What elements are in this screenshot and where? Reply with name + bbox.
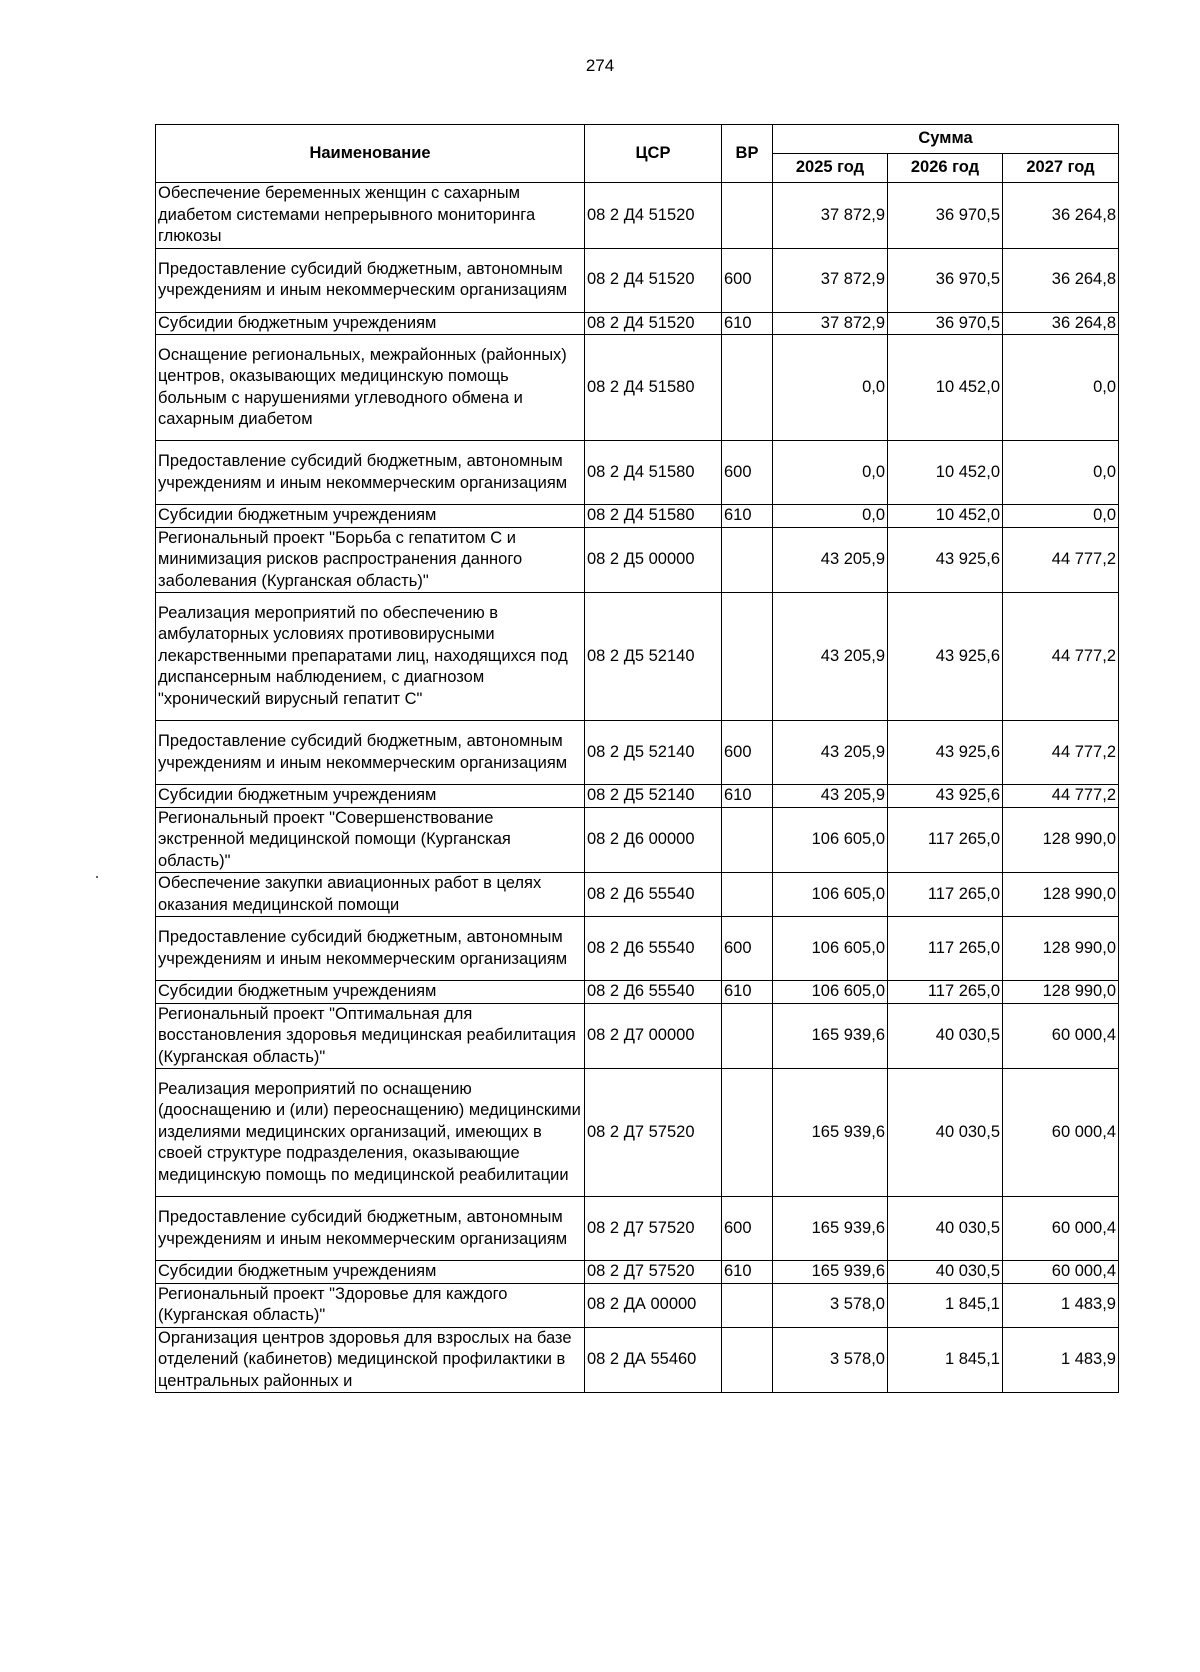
cell-amount-2025: 37 872,9 [773,248,888,312]
cell-amount-2027: 36 264,8 [1003,312,1119,335]
cell-vr: 610 [722,981,773,1004]
cell-vr [722,527,773,593]
table-row [156,593,1119,721]
cell-amount-2027: 60 000,4 [1003,1003,1119,1069]
cell-amount-2025: 0,0 [773,505,888,528]
table-row [156,312,1119,335]
table-row [156,527,1119,593]
cell-vr: 600 [722,917,773,981]
cell-name: Реализация мероприятий по оснащению (дооснащению и (или) переоснащению) медицинскими изделиями медицинских организаций, имеющих в своей структуре подразделения, оказывающие медицинскую помощь по медицинской реабилитации [156,1069,585,1197]
cell-amount-2026: 10 452,0 [888,505,1003,528]
table-row [156,335,1119,441]
cell-amount-2026: 43 925,6 [888,593,1003,721]
cell-amount-2025: 43 205,9 [773,785,888,808]
cell-csr: 08 2 Д6 55540 [585,873,722,917]
cell-amount-2026: 43 925,6 [888,721,1003,785]
cell-amount-2027: 44 777,2 [1003,785,1119,808]
cell-vr: 600 [722,1197,773,1261]
cell-amount-2026: 40 030,5 [888,1197,1003,1261]
cell-name: Реализация мероприятий по обеспечению в амбулаторных условиях противовирусными лекарственными препаратами лиц, находящихся под диспансерным наблюдением, с диагнозом "хронический вирусный гепатит С" [156,593,585,721]
cell-amount-2027: 0,0 [1003,505,1119,528]
table-row [156,1261,1119,1284]
cell-csr: 08 2 Д5 52140 [585,593,722,721]
cell-name: Субсидии бюджетным учреждениям [156,981,585,1004]
cell-vr: 600 [722,721,773,785]
cell-csr: 08 2 Д7 00000 [585,1003,722,1069]
cell-amount-2026: 117 265,0 [888,807,1003,873]
cell-vr: 600 [722,248,773,312]
cell-vr: 610 [722,1261,773,1284]
cell-name: Обеспечение закупки авиационных работ в целях оказания медицинской помощи [156,873,585,917]
table-row [156,785,1119,808]
cell-vr [722,1003,773,1069]
cell-name: Региональный проект "Оптимальная для восстановления здоровья медицинская реабилитация (Курганская область)" [156,1003,585,1069]
table-row [156,1197,1119,1261]
cell-amount-2025: 106 605,0 [773,981,888,1004]
cell-amount-2025: 165 939,6 [773,1069,888,1197]
cell-csr: 08 2 Д6 55540 [585,917,722,981]
cell-name: Субсидии бюджетным учреждениям [156,312,585,335]
cell-amount-2025: 0,0 [773,335,888,441]
cell-csr: 08 2 ДА 55460 [585,1327,722,1393]
cell-amount-2026: 1 845,1 [888,1327,1003,1393]
header-year-2026: 2026 год [888,154,1003,183]
cell-amount-2025: 165 939,6 [773,1261,888,1284]
cell-amount-2027: 44 777,2 [1003,593,1119,721]
table-header [156,125,1119,183]
cell-amount-2027: 128 990,0 [1003,917,1119,981]
cell-amount-2025: 37 872,9 [773,312,888,335]
table-row [156,1003,1119,1069]
cell-amount-2025: 165 939,6 [773,1197,888,1261]
cell-name: Предоставление субсидий бюджетным, автономным учреждениям и иным некоммерческим организациям [156,721,585,785]
cell-amount-2026: 36 970,5 [888,248,1003,312]
header-name: Наименование [156,125,585,183]
cell-amount-2027: 44 777,2 [1003,721,1119,785]
cell-vr [722,1283,773,1327]
table-row [156,721,1119,785]
cell-amount-2025: 106 605,0 [773,873,888,917]
cell-amount-2025: 0,0 [773,441,888,505]
cell-amount-2026: 40 030,5 [888,1261,1003,1284]
cell-name: Предоставление субсидий бюджетным, автономным учреждениям и иным некоммерческим организациям [156,248,585,312]
cell-vr [722,183,773,249]
table-row [156,1327,1119,1393]
budget-table [155,124,1119,1393]
cell-amount-2027: 1 483,9 [1003,1283,1119,1327]
header-sum: Сумма [773,125,1119,154]
cell-name: Предоставление субсидий бюджетным, автономным учреждениям и иным некоммерческим организациям [156,441,585,505]
cell-amount-2027: 128 990,0 [1003,873,1119,917]
cell-csr: 08 2 Д4 51520 [585,248,722,312]
cell-csr: 08 2 Д5 52140 [585,785,722,808]
cell-name: Региональный проект "Здоровье для каждого (Курганская область)" [156,1283,585,1327]
header-vr: ВР [722,125,773,183]
table-row [156,917,1119,981]
cell-amount-2025: 43 205,9 [773,593,888,721]
table-row [156,1069,1119,1197]
cell-amount-2026: 36 970,5 [888,312,1003,335]
cell-amount-2027: 36 264,8 [1003,183,1119,249]
cell-amount-2026: 43 925,6 [888,785,1003,808]
cell-amount-2027: 60 000,4 [1003,1197,1119,1261]
cell-csr: 08 2 Д6 55540 [585,981,722,1004]
cell-amount-2026: 1 845,1 [888,1283,1003,1327]
table-row [156,505,1119,528]
cell-amount-2026: 10 452,0 [888,441,1003,505]
cell-name: Субсидии бюджетным учреждениям [156,505,585,528]
cell-csr: 08 2 Д4 51580 [585,441,722,505]
cell-vr: 600 [722,441,773,505]
table-body [156,183,1119,1393]
table-row [156,441,1119,505]
cell-amount-2027: 1 483,9 [1003,1327,1119,1393]
cell-amount-2027: 128 990,0 [1003,807,1119,873]
cell-csr: 08 2 Д6 00000 [585,807,722,873]
cell-csr: 08 2 Д4 51520 [585,183,722,249]
cell-amount-2026: 117 265,0 [888,873,1003,917]
cell-amount-2026: 40 030,5 [888,1003,1003,1069]
cell-csr: 08 2 ДА 00000 [585,1283,722,1327]
header-year-2027: 2027 год [1003,154,1119,183]
cell-csr: 08 2 Д4 51580 [585,335,722,441]
cell-csr: 08 2 Д4 51520 [585,312,722,335]
cell-amount-2025: 165 939,6 [773,1003,888,1069]
table-row [156,248,1119,312]
scan-speck [96,876,98,878]
cell-name: Предоставление субсидий бюджетным, автономным учреждениям и иным некоммерческим организациям [156,917,585,981]
table-row [156,183,1119,249]
cell-amount-2027: 0,0 [1003,335,1119,441]
cell-csr: 08 2 Д4 51580 [585,505,722,528]
header-csr: ЦСР [585,125,722,183]
cell-vr: 610 [722,505,773,528]
cell-amount-2027: 60 000,4 [1003,1261,1119,1284]
cell-name: Обеспечение беременных женщин с сахарным диабетом системами непрерывного мониторинга глюкозы [156,183,585,249]
cell-vr [722,335,773,441]
cell-amount-2027: 44 777,2 [1003,527,1119,593]
cell-csr: 08 2 Д7 57520 [585,1197,722,1261]
cell-vr [722,807,773,873]
cell-amount-2026: 117 265,0 [888,981,1003,1004]
cell-csr: 08 2 Д5 52140 [585,721,722,785]
cell-name: Предоставление субсидий бюджетным, автономным учреждениям и иным некоммерческим организациям [156,1197,585,1261]
cell-name: Субсидии бюджетным учреждениям [156,1261,585,1284]
cell-amount-2026: 117 265,0 [888,917,1003,981]
cell-amount-2025: 43 205,9 [773,527,888,593]
table-row [156,981,1119,1004]
cell-amount-2025: 106 605,0 [773,917,888,981]
cell-amount-2025: 3 578,0 [773,1283,888,1327]
cell-vr [722,593,773,721]
table-row [156,1283,1119,1327]
cell-amount-2026: 10 452,0 [888,335,1003,441]
cell-amount-2027: 0,0 [1003,441,1119,505]
cell-amount-2026: 43 925,6 [888,527,1003,593]
cell-vr: 610 [722,785,773,808]
cell-amount-2025: 106 605,0 [773,807,888,873]
cell-name: Региональный проект "Борьба с гепатитом С и минимизация рисков распространения данного заболевания (Курганская область)" [156,527,585,593]
cell-amount-2025: 37 872,9 [773,183,888,249]
table-row [156,807,1119,873]
table-row [156,873,1119,917]
cell-amount-2025: 3 578,0 [773,1327,888,1393]
cell-csr: 08 2 Д7 57520 [585,1069,722,1197]
header-year-2025: 2025 год [773,154,888,183]
cell-amount-2026: 36 970,5 [888,183,1003,249]
page-number: 274 [585,56,615,75]
cell-name: Оснащение региональных, межрайонных (районных) центров, оказывающих медицинскую помощь больным с нарушениями углеводного обмена и сахарным диабетом [156,335,585,441]
cell-vr [722,1069,773,1197]
cell-csr: 08 2 Д5 00000 [585,527,722,593]
cell-csr: 08 2 Д7 57520 [585,1261,722,1284]
cell-amount-2026: 40 030,5 [888,1069,1003,1197]
cell-vr [722,873,773,917]
cell-amount-2027: 36 264,8 [1003,248,1119,312]
cell-vr [722,1327,773,1393]
cell-amount-2025: 43 205,9 [773,721,888,785]
cell-amount-2027: 60 000,4 [1003,1069,1119,1197]
cell-vr: 610 [722,312,773,335]
cell-amount-2027: 128 990,0 [1003,981,1119,1004]
cell-name: Региональный проект "Совершенствование экстренной медицинской помощи (Курганская область)" [156,807,585,873]
cell-name: Субсидии бюджетным учреждениям [156,785,585,808]
cell-name: Организация центров здоровья для взрослых на базе отделений (кабинетов) медицинской профилактики в центральных районных и [156,1327,585,1393]
